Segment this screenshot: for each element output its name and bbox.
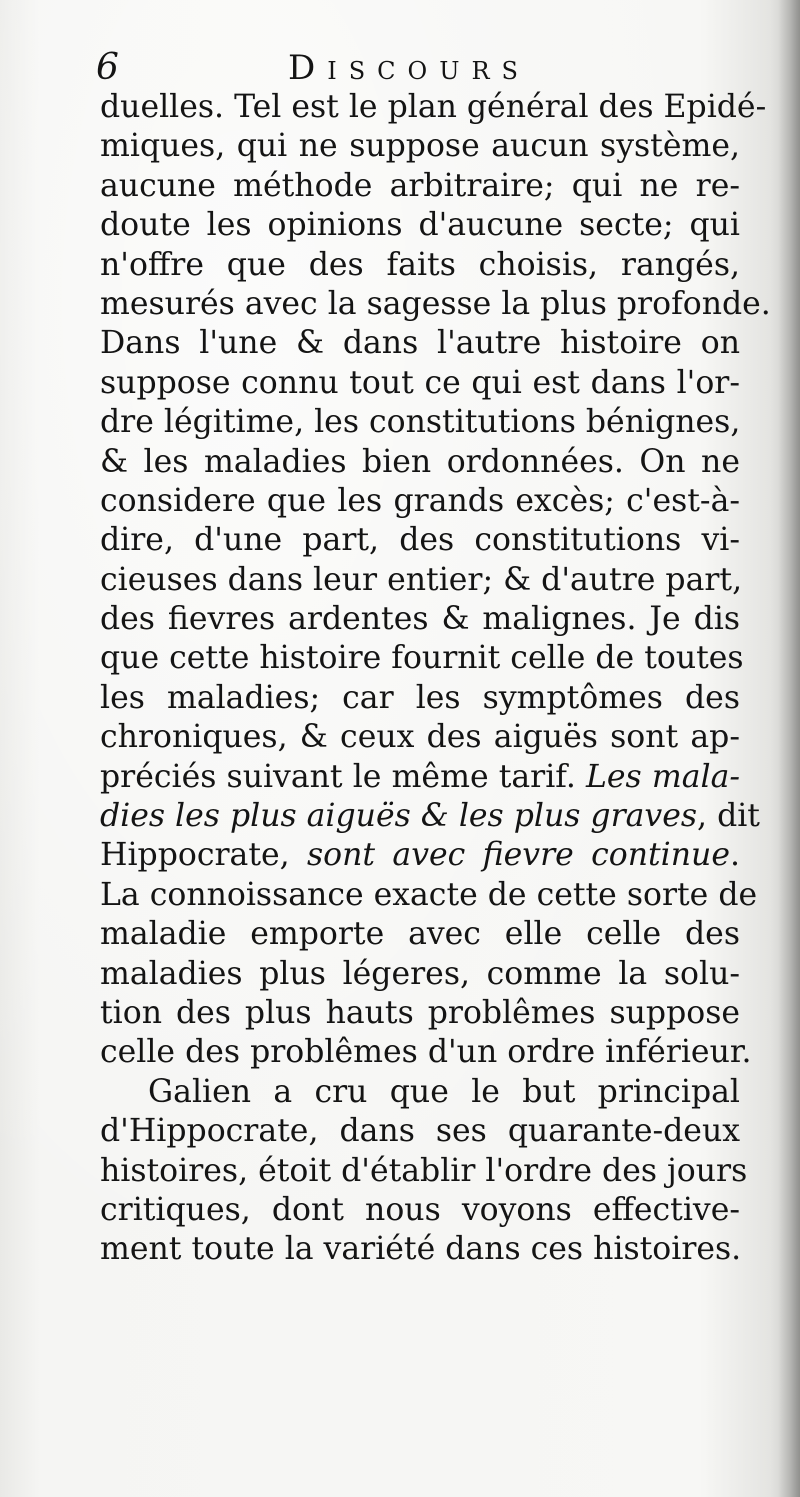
- text-line: [100, 1112, 740, 1151]
- text-run: histoires, étoit d'établir l'ordre des jours: [100, 1152, 748, 1189]
- text-line: [100, 167, 740, 206]
- text-run: ment toute la variété dans ces histoires.: [100, 1231, 742, 1268]
- text-line: [100, 600, 740, 639]
- text-line: [100, 482, 740, 521]
- text-line: [100, 403, 740, 442]
- text-run: doute les opinions d'aucune secte; qui: [100, 207, 740, 244]
- text-line: [100, 364, 740, 403]
- text-run: considere que les grands excès; c'est-à-: [100, 482, 740, 519]
- text-run: suppose connu tout ce qui est dans l'or-: [100, 364, 740, 401]
- text-run: cieuses dans leur entier; & d'autre part,: [100, 561, 743, 598]
- text-line: [100, 127, 740, 166]
- text-line: [100, 1152, 748, 1191]
- text-line: [100, 1033, 752, 1072]
- text-line: [100, 994, 740, 1033]
- text-run: Galien a cru que le but principal: [148, 1073, 740, 1110]
- text-run: & les maladies bien ordonnées. On ne: [100, 443, 740, 480]
- text-line: [100, 876, 758, 915]
- text-run: tion des plus hauts problêmes suppose: [100, 994, 740, 1031]
- text-line: [100, 836, 740, 875]
- text-line: [100, 718, 740, 757]
- text-line: [100, 285, 771, 324]
- text-run: n'offre que des faits choisis, rangés,: [100, 246, 740, 283]
- page-header: [96, 46, 736, 90]
- text-line: [100, 955, 740, 994]
- text-run: celle des problêmes d'un ordre inférieur.: [100, 1034, 752, 1071]
- text-run: des fievres ardentes & malignes. Je dis: [100, 601, 740, 638]
- body-text: [100, 88, 771, 1270]
- text-run: maladie emporte avec elle celle des: [100, 916, 740, 953]
- text-line: [100, 88, 767, 127]
- text-line: [100, 797, 760, 836]
- running-head: Discours: [288, 48, 530, 88]
- text-line: [100, 679, 740, 718]
- text-run: La connoissance exacte de cette sorte de: [100, 876, 758, 913]
- italic-text: sont avec fievre continue: [306, 837, 730, 874]
- text-line: [100, 561, 743, 600]
- text-run: aucune méthode arbitraire; qui ne re-: [100, 167, 740, 204]
- text-line: [100, 758, 740, 797]
- text-run: les maladies; car les symptômes des: [100, 679, 740, 716]
- text-run: chroniques, & ceux des aiguës sont ap-: [100, 719, 740, 756]
- text-run: miques, qui ne suppose aucun système,: [100, 128, 740, 165]
- text-line: [100, 639, 744, 678]
- text-run: mesurés avec la sagesse la plus profonde.: [100, 285, 771, 322]
- text-run: que cette histoire fournit celle de toutes: [100, 640, 744, 677]
- text-run: Dans l'une & dans l'autre histoire on: [100, 325, 740, 362]
- text-line: [100, 1073, 740, 1112]
- text-run: Hippocrate,: [100, 837, 307, 874]
- text-run: , dit: [697, 798, 760, 835]
- text-line: [100, 324, 740, 363]
- text-run: préciés suivant le même tarif.: [100, 758, 586, 795]
- text-run: critiques, dont nous voyons effective-: [100, 1191, 740, 1228]
- italic-text: dies les plus aiguës & les plus graves: [100, 798, 698, 835]
- text-run: dire, d'une part, des constitutions vi-: [100, 522, 740, 559]
- text-line: [100, 915, 740, 954]
- text-line: [100, 206, 740, 245]
- page-number: 6: [96, 47, 119, 88]
- text-run: .: [729, 837, 740, 874]
- text-run: maladies plus légeres, comme la solu-: [100, 955, 740, 992]
- text-line: [100, 1230, 740, 1269]
- text-line: [100, 521, 740, 560]
- text-run: dre légitime, les constitutions bénignes,: [100, 404, 741, 441]
- text-line: [100, 246, 740, 285]
- page-edge-shadow: [778, 0, 800, 1497]
- text-line: [100, 1191, 740, 1230]
- italic-text: Les mala-: [585, 758, 740, 795]
- text-run: duelles. Tel est le plan général des Epidé-: [100, 89, 767, 125]
- text-line: [100, 443, 740, 482]
- text-run: d'Hippocrate, dans ses quarante-deux: [100, 1113, 740, 1150]
